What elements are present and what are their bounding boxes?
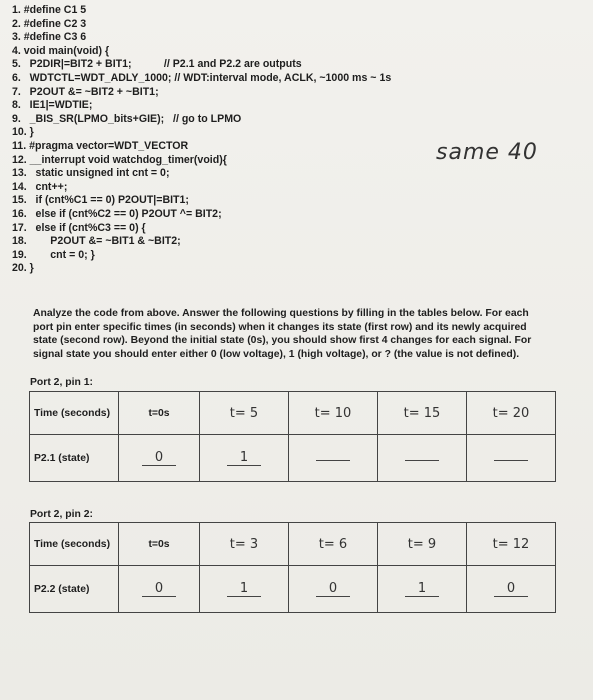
time-cell[interactable]: t= 5	[200, 392, 289, 435]
state-cell[interactable]: 1	[200, 566, 289, 613]
row-header: P2.2 (state)	[30, 566, 119, 613]
time-cell[interactable]: t= 20	[467, 392, 556, 435]
code-line: 4. void main(void) {	[12, 44, 110, 57]
code-listing	[12, 4, 391, 276]
code-line: 8. IE1|=WDTIE;	[12, 99, 93, 112]
state-cell[interactable]: 0	[119, 435, 200, 482]
row-header: P2.1 (state)	[30, 435, 119, 482]
code-line: 20. }	[12, 262, 34, 275]
table-row	[30, 566, 556, 613]
code-line: 7. P2OUT &= ~BIT2 + ~BIT1;	[12, 85, 159, 98]
table-row	[30, 435, 556, 482]
question-text: Analyze the code from above. Answer the following questions by filling in the tables below. For each port pin enter specific times (in seconds) when it changes its state (first row) and its newly acquired state (second row). Beyond the initial state (0s), you should show first 4 changes for each signal. For signal state you should enter either 0 (low voltage), 1 (high voltage), or ? (the value is not defined).	[33, 308, 532, 360]
state-cell[interactable]: 0	[289, 566, 378, 613]
port2-pin1-title: Port 2, pin 1:	[30, 377, 93, 388]
code-line: 19. cnt = 0; }	[12, 248, 95, 261]
state-cell[interactable]	[467, 435, 556, 482]
state-cell[interactable]: 1	[200, 435, 289, 482]
time-cell[interactable]: t= 10	[289, 392, 378, 435]
code-line: 16. else if (cnt%C2 == 0) P2OUT ^= BIT2;	[12, 207, 222, 220]
time-cell[interactable]: t= 12	[467, 523, 556, 566]
state-cell[interactable]	[378, 435, 467, 482]
state-cell[interactable]: 0	[467, 566, 556, 613]
code-line: 2. #define C2 3	[12, 17, 87, 30]
code-line: 18. P2OUT &= ~BIT1 & ~BIT2;	[12, 235, 181, 248]
state-cell[interactable]: 0	[119, 566, 200, 613]
code-line: 9. _BIS_SR(LPMO_bits+GIE); // go to LPMO	[12, 112, 242, 125]
port2-pin1-table	[29, 391, 556, 482]
code-line: 11. #pragma vector=WDT_VECTOR	[12, 139, 189, 152]
state-cell[interactable]: 1	[378, 566, 467, 613]
code-line: 13. static unsigned int cnt = 0;	[12, 167, 170, 180]
time-cell[interactable]: t= 3	[200, 523, 289, 566]
port2-pin2-title: Port 2, pin 2:	[30, 509, 93, 520]
time-cell: t=0s	[119, 523, 200, 566]
code-line: 5. P2DIR|=BIT2 + BIT1; // P2.1 and P2.2 are outputs	[12, 58, 302, 71]
time-cell: t=0s	[119, 392, 200, 435]
code-line: 14. cnt++;	[12, 180, 68, 193]
time-cell[interactable]: t= 15	[378, 392, 467, 435]
code-line: 3. #define C3 6	[12, 31, 87, 44]
code-line: 15. if (cnt%C1 == 0) P2OUT|=BIT1;	[12, 194, 189, 207]
port2-pin2-table	[29, 522, 556, 613]
code-line: 6. WDTCTL=WDT_ADLY_1000; // WDT:interval mode, ACLK, ~1000 ms ~ 1s	[12, 71, 392, 84]
code-line: 1. #define C1 5	[12, 4, 87, 16]
table-row	[30, 523, 556, 566]
code-line: 12. __interrupt void watchdog_timer(void){	[12, 153, 227, 166]
row-header: Time (seconds)	[30, 392, 119, 435]
table-row	[30, 392, 556, 435]
code-line: 10. }	[12, 126, 34, 139]
row-header: Time (seconds)	[30, 523, 119, 566]
handwritten-note: same 40	[436, 140, 538, 165]
state-cell[interactable]	[289, 435, 378, 482]
time-cell[interactable]: t= 6	[289, 523, 378, 566]
time-cell[interactable]: t= 9	[378, 523, 467, 566]
code-line: 17. else if (cnt%C3 == 0) {	[12, 221, 146, 234]
